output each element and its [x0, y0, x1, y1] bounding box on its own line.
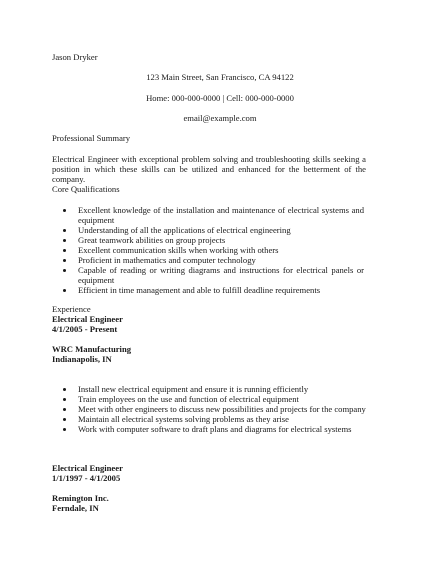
summary-heading: Professional Summary — [52, 133, 131, 143]
list-item: Work with computer software to draft plans and diagrams for electrical systems — [78, 424, 378, 434]
experience-heading: Experience — [52, 304, 91, 314]
list-item: Excellent knowledge of the installation and maintenance of electrical systems and equipment — [78, 205, 364, 225]
list-item: Meet with other engineers to discuss new possibilities and projects for the company — [78, 404, 378, 414]
job-title: Electrical Engineer — [52, 463, 123, 473]
list-item: Excellent communication skills when working with others — [78, 245, 364, 255]
candidate-name: Jason Dryker — [52, 52, 98, 62]
email-line: email@example.com — [183, 113, 257, 123]
list-item: Efficient in time management and able to fulfill deadline requirements — [78, 285, 364, 295]
summary-text: Electrical Engineer with exceptional problem solving and troubleshooting skills seeking a position in which these skills can be utilized and enhanced for the betterment of the company. — [52, 154, 366, 184]
list-item: Capable of reading or writing diagrams and instructions for electrical panels or equipment — [78, 265, 364, 285]
job-dates: 4/1/2005 - Present — [52, 324, 118, 334]
phone-line: Home: 000-000-0000 | Cell: 000-000-0000 — [146, 93, 294, 103]
address-line: 123 Main Street, San Francisco, CA 94122 — [146, 72, 294, 82]
job-duties-list — [78, 384, 378, 434]
list-item: Understanding of all the applications of electrical engineering — [78, 225, 364, 235]
job-company: WRC Manufacturing — [52, 344, 132, 354]
qualifications-list — [78, 205, 364, 295]
job-company: Remington Inc. — [52, 493, 109, 503]
job-dates: 1/1/1997 - 4/1/2005 — [52, 473, 121, 483]
list-item: Great teamwork abilities on group projects — [78, 235, 364, 245]
qualifications-heading: Core Qualifications — [52, 184, 120, 194]
list-item: Install new electrical equipment and ensure it is running efficiently — [78, 384, 378, 394]
job-location: Indianapolis, IN — [52, 354, 112, 364]
list-item: Train employees on the use and function of electrical equipment — [78, 394, 378, 404]
job-title: Electrical Engineer — [52, 314, 123, 324]
list-item: Maintain all electrical systems solving problems as they arise — [78, 414, 378, 424]
list-item: Proficient in mathematics and computer technology — [78, 255, 364, 265]
job-location: Ferndale, IN — [52, 503, 99, 513]
